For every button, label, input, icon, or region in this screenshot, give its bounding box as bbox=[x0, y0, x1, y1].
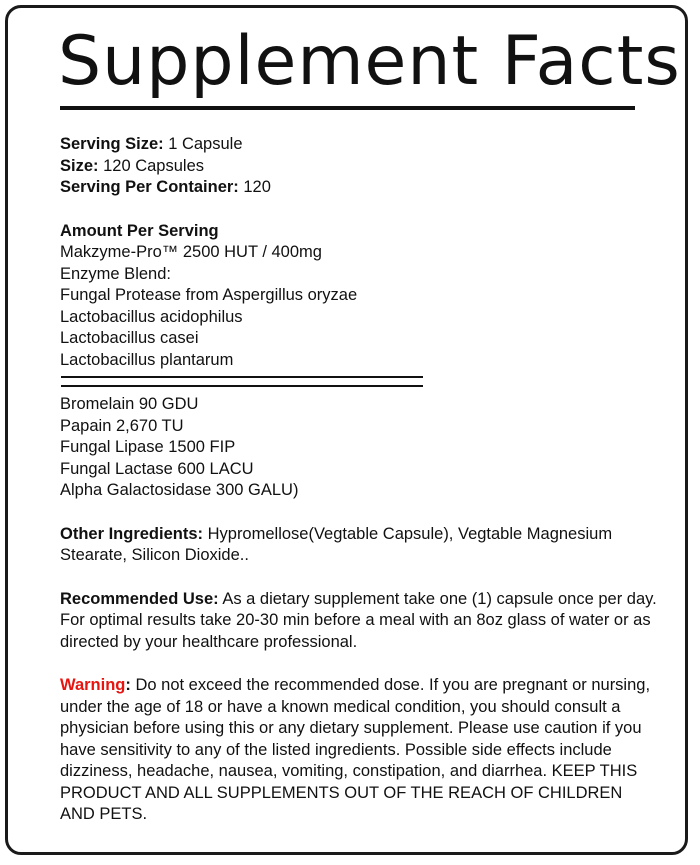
other-ingredients-label: Other Ingredients: bbox=[60, 524, 204, 543]
warning bbox=[60, 675, 660, 826]
other-ingredients bbox=[60, 524, 660, 567]
recommended-use-label: Recommended Use: bbox=[60, 589, 219, 608]
serving-size-label: Serving Size: bbox=[60, 135, 164, 153]
enzyme-line: Alpha Galactosidase 300 GALU) bbox=[60, 481, 299, 499]
amount-line: Lactobacillus plantarum bbox=[60, 350, 234, 369]
serving-size-value: 1 Capsule bbox=[163, 135, 243, 153]
size-row bbox=[60, 156, 660, 178]
recommended-use bbox=[60, 589, 660, 654]
servings-per-container-row bbox=[60, 177, 660, 199]
amount-line: Makzyme-Pro™ 2500 HUT / 400mg bbox=[60, 243, 322, 261]
warning-colon: : bbox=[125, 676, 131, 694]
enzyme-line: Fungal Lipase 1500 FIP bbox=[60, 438, 236, 456]
warning-text: Do not exceed the recommended dose. If you are pregnant or nursing, under the age of 18 or have a known medical condition, you should consult a physician before using this or any dietary supplement. Please use caution if you have sensitivity to any of the listed ingredients. Possible side effects include dizziness, headache, nausea, vomiting, constipation, and diarrhea. KEEP THIS PRODUCT AND ALL SUPPLEMENTS OUT OF THE REACH OF CHILDREN AND PETS. bbox=[60, 676, 651, 823]
section-divider bbox=[61, 376, 423, 387]
amount-line: Lactobacillus casei bbox=[60, 329, 199, 347]
recommended-use-text: As a dietary supplement take one (1) capsule once per day. For optimal results take 20-30 min before a meal with an 8oz glass of water or as directed by your healthcare professional. bbox=[60, 589, 657, 651]
servings-per-container-value: 120 bbox=[238, 178, 271, 196]
amount-line: Enzyme Blend: bbox=[60, 264, 171, 283]
enzyme-line: Papain 2,670 TU bbox=[60, 416, 184, 435]
amount-line: Lactobacillus acidophilus bbox=[60, 307, 243, 326]
title-divider bbox=[60, 106, 635, 110]
size-value: 120 Capsules bbox=[98, 156, 205, 175]
serving-size-row bbox=[60, 134, 660, 156]
enzyme-line: Fungal Lactase 600 LACU bbox=[60, 459, 254, 478]
enzyme-line: Bromelain 90 GDU bbox=[60, 395, 199, 413]
page-title: Supplement Facts bbox=[58, 22, 681, 101]
warning-label: Warning bbox=[60, 676, 126, 694]
servings-per-container-label: Serving Per Container: bbox=[60, 178, 239, 196]
amount-heading: Amount Per Serving bbox=[60, 221, 219, 240]
size-label: Size: bbox=[60, 156, 99, 175]
other-ingredients-text: Hypromellose(Vegtable Capsule), Vegtable Magnesium Stearate, Silicon Dioxide.. bbox=[60, 524, 613, 564]
facts-content bbox=[60, 134, 660, 826]
amount-line: Fungal Protease from Aspergillus oryzae bbox=[60, 286, 358, 304]
